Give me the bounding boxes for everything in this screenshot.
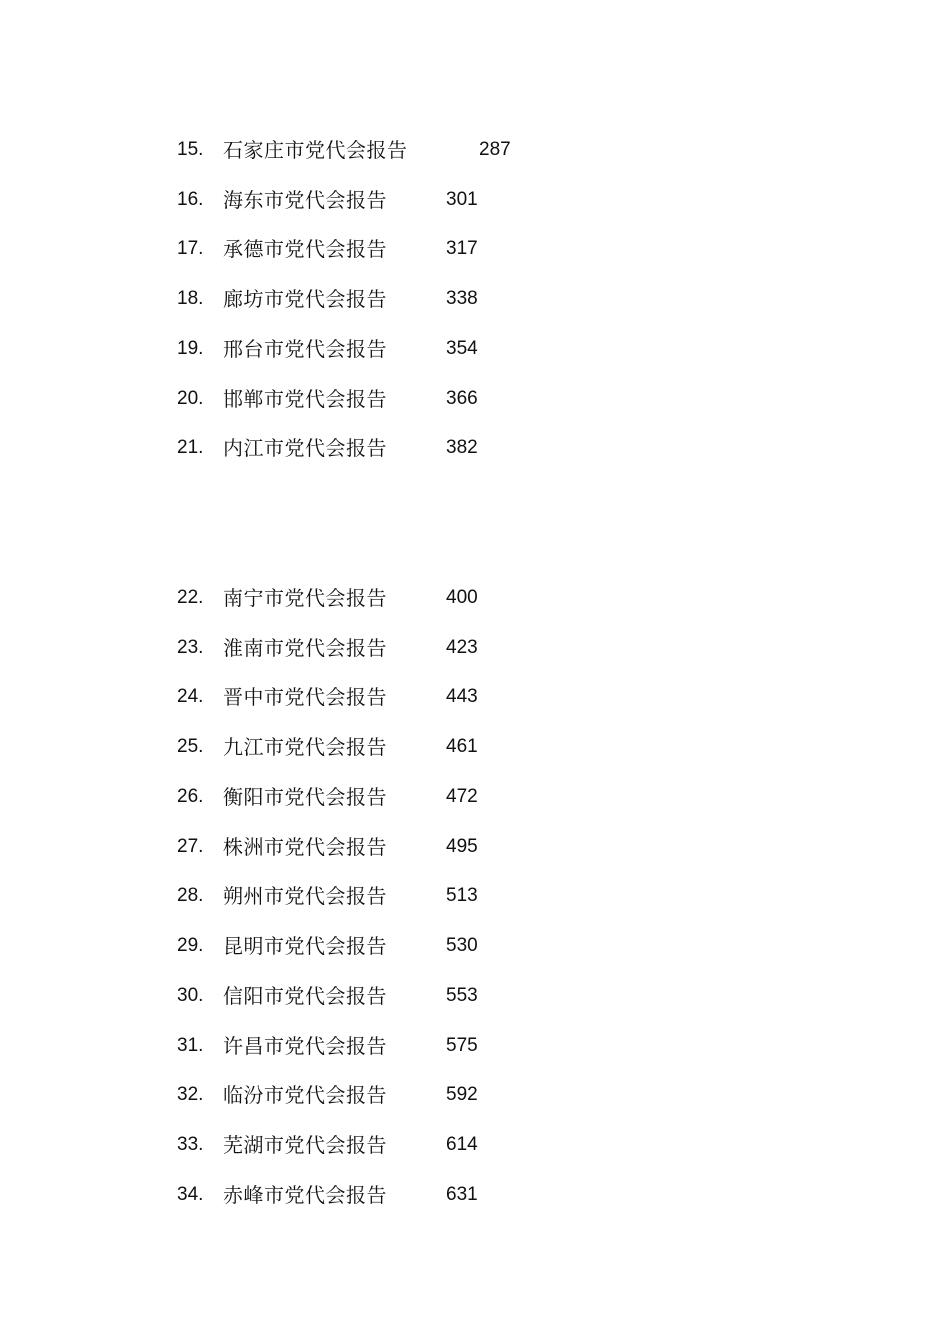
toc-entry-title: 许昌市党代会报告	[223, 1034, 387, 1058]
toc-entry-title: 昆明市党代会报告	[223, 934, 387, 958]
toc-entry-page: 472	[446, 786, 478, 807]
toc-entry[interactable]	[0, 832, 950, 862]
toc-entry-number: 22.	[177, 587, 204, 608]
toc-entry[interactable]	[0, 782, 950, 812]
toc-entry[interactable]	[0, 1130, 950, 1160]
toc-entry-title: 赤峰市党代会报告	[223, 1183, 387, 1207]
toc-entry[interactable]	[0, 1080, 950, 1110]
toc-entry[interactable]	[0, 682, 950, 712]
toc-entry[interactable]	[0, 384, 950, 414]
toc-entry-page: 354	[446, 338, 478, 359]
toc-entry-number: 31.	[177, 1035, 204, 1056]
toc-entry-title: 内江市党代会报告	[223, 436, 387, 460]
toc-entry-page: 592	[446, 1084, 478, 1105]
toc-entry[interactable]	[0, 931, 950, 961]
toc-entry[interactable]	[0, 732, 950, 762]
toc-entry-page: 575	[446, 1035, 478, 1056]
toc-entry-number: 33.	[177, 1134, 204, 1155]
toc-entry-number: 32.	[177, 1084, 204, 1105]
toc-entry[interactable]	[0, 1031, 950, 1061]
toc-entry-title: 邢台市党代会报告	[223, 337, 387, 361]
toc-entry-number: 15.	[177, 139, 204, 160]
toc-entry[interactable]	[0, 981, 950, 1011]
toc-entry-title: 南宁市党代会报告	[223, 586, 387, 610]
toc-entry-number: 18.	[177, 288, 204, 309]
toc-entry-page: 317	[446, 238, 478, 259]
toc-entry-page: 382	[446, 437, 478, 458]
toc-entry[interactable]	[0, 1180, 950, 1210]
toc-entry-title: 临汾市党代会报告	[223, 1083, 387, 1107]
toc-entry[interactable]	[0, 633, 950, 663]
toc-entry-number: 29.	[177, 935, 204, 956]
toc-entry[interactable]	[0, 284, 950, 314]
toc-entry-page: 461	[446, 736, 478, 757]
toc-entry-page: 423	[446, 637, 478, 658]
toc-entry-page: 553	[446, 985, 478, 1006]
toc-entry-number: 23.	[177, 637, 204, 658]
toc-entry-number: 24.	[177, 686, 204, 707]
toc-entry[interactable]	[0, 583, 950, 613]
toc-entry-title: 信阳市党代会报告	[223, 984, 387, 1008]
toc-entry-title: 朔州市党代会报告	[223, 884, 387, 908]
toc-entry-number: 28.	[177, 885, 204, 906]
toc-entry-page: 338	[446, 288, 478, 309]
toc-entry-title: 廊坊市党代会报告	[223, 287, 387, 311]
toc-entry[interactable]	[0, 334, 950, 364]
toc-entry-number: 34.	[177, 1184, 204, 1205]
toc-entry-title: 芜湖市党代会报告	[223, 1133, 387, 1157]
toc-entry-page: 614	[446, 1134, 478, 1155]
toc-entry-number: 25.	[177, 736, 204, 757]
toc-entry-page: 530	[446, 935, 478, 956]
toc-entry-number: 27.	[177, 836, 204, 857]
toc-entry-number: 17.	[177, 238, 204, 259]
toc-entry-page: 631	[446, 1184, 478, 1205]
toc-entry-title: 九江市党代会报告	[223, 735, 387, 759]
toc-entry-number: 19.	[177, 338, 204, 359]
toc-entry-number: 30.	[177, 985, 204, 1006]
toc-entry-title: 衡阳市党代会报告	[223, 785, 387, 809]
toc-entry-number: 21.	[177, 437, 204, 458]
toc-entry-title: 株洲市党代会报告	[223, 835, 387, 859]
toc-entry-title: 石家庄市党代会报告	[223, 138, 408, 162]
toc-entry[interactable]	[0, 234, 950, 264]
toc-entry-title: 淮南市党代会报告	[223, 636, 387, 660]
toc-entry-page: 513	[446, 885, 478, 906]
toc-entry-number: 26.	[177, 786, 204, 807]
toc-entry-page: 443	[446, 686, 478, 707]
toc-entry-page: 400	[446, 587, 478, 608]
toc-entry-page: 366	[446, 388, 478, 409]
toc-entry-title: 晋中市党代会报告	[223, 685, 387, 709]
toc-entry-page: 301	[446, 189, 478, 210]
toc-entry-number: 16.	[177, 189, 204, 210]
toc-entry[interactable]	[0, 433, 950, 463]
toc-entry-title: 邯郸市党代会报告	[223, 387, 387, 411]
toc-entry-page: 287	[479, 139, 511, 160]
toc-entry-number: 20.	[177, 388, 204, 409]
toc-entry[interactable]	[0, 881, 950, 911]
toc-entry-title: 承德市党代会报告	[223, 237, 387, 261]
toc-entry-page: 495	[446, 836, 478, 857]
toc-entry[interactable]	[0, 185, 950, 215]
toc-entry-title: 海东市党代会报告	[223, 188, 387, 212]
toc-entry[interactable]	[0, 135, 950, 165]
